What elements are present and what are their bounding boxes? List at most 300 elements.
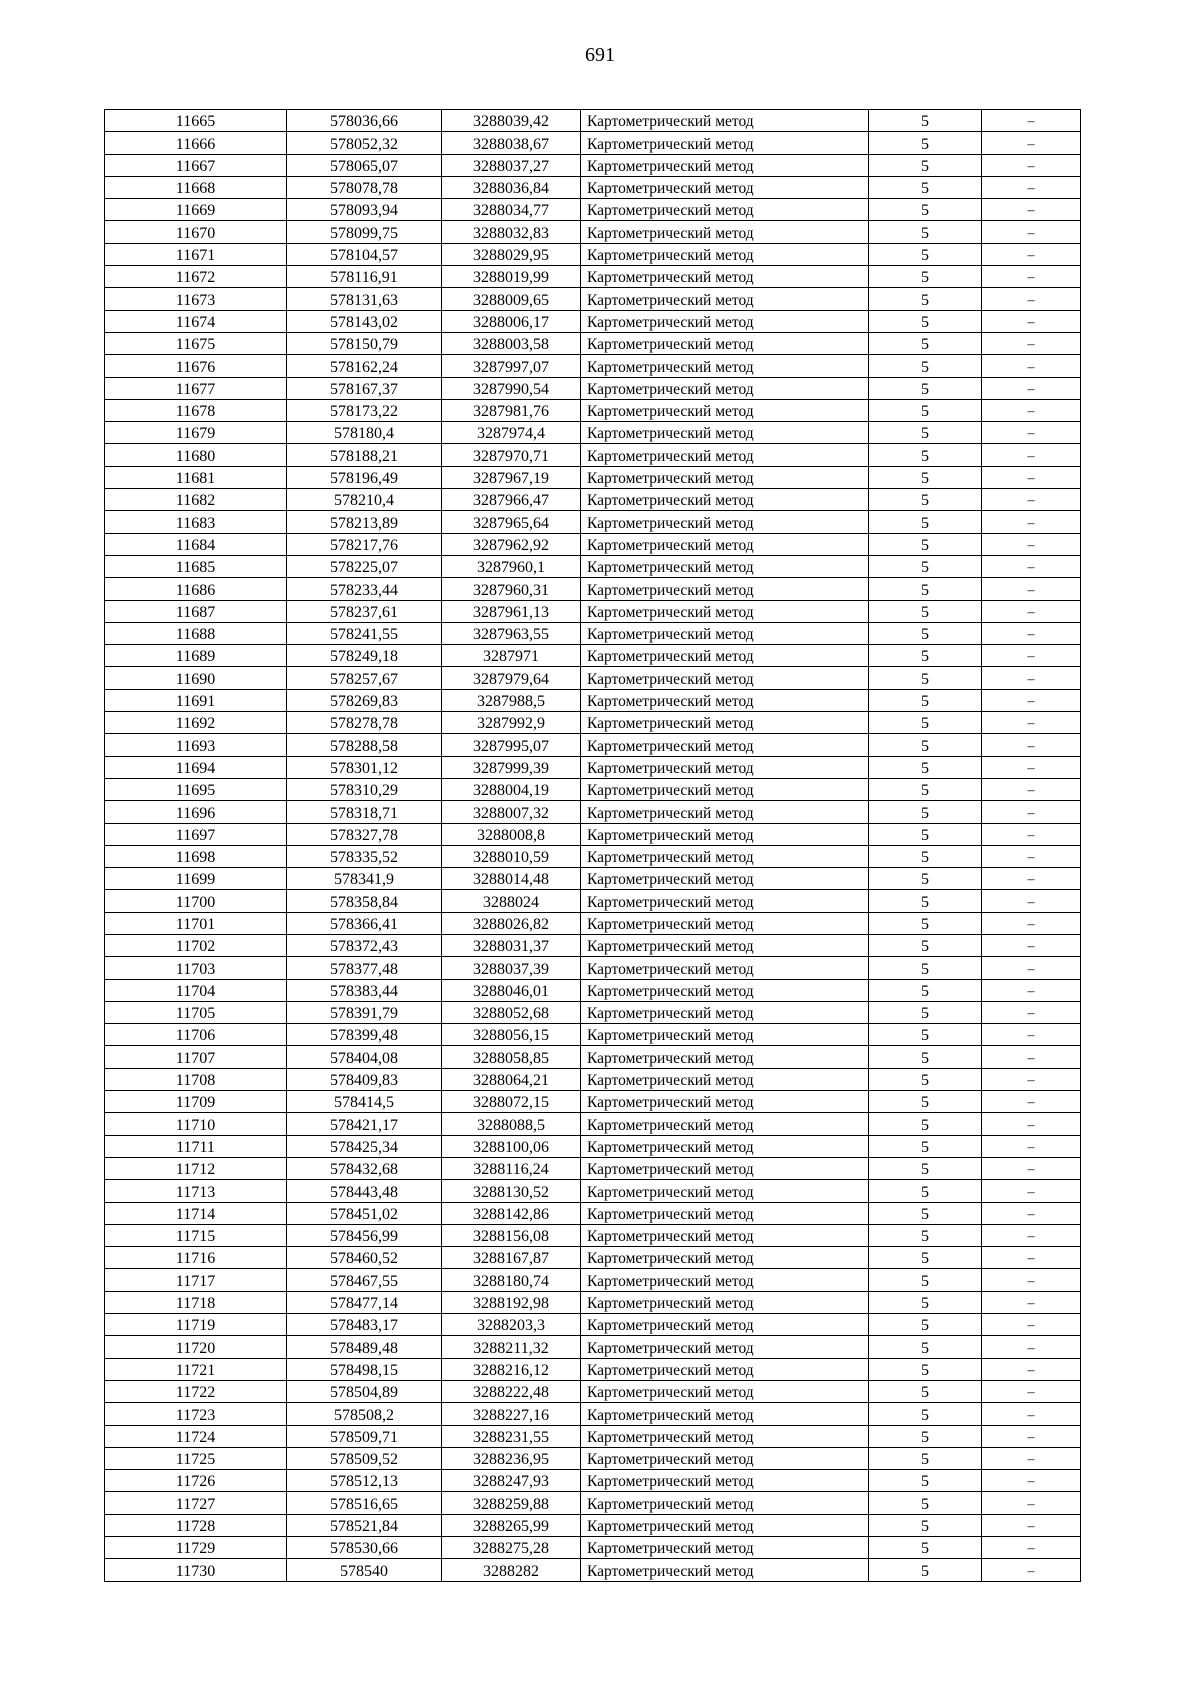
x-coordinate-cell: 578512,13: [287, 1470, 442, 1492]
accuracy-cell: 5: [869, 1380, 982, 1402]
note-cell: –: [982, 823, 1081, 845]
note-cell: –: [982, 555, 1081, 577]
x-coordinate-cell: 578540: [287, 1559, 442, 1581]
y-coordinate-cell: 3288203,3: [442, 1314, 581, 1336]
x-coordinate-cell: 578341,9: [287, 868, 442, 890]
table-row: [105, 1336, 1081, 1358]
x-coordinate-cell: 578489,48: [287, 1336, 442, 1358]
x-coordinate-cell: 578516,65: [287, 1492, 442, 1514]
accuracy-cell: 5: [869, 734, 982, 756]
accuracy-cell: 5: [869, 310, 982, 332]
coordinates-table: [104, 109, 1081, 1582]
x-coordinate-cell: 578432,68: [287, 1157, 442, 1179]
note-cell: –: [982, 355, 1081, 377]
note-cell: –: [982, 778, 1081, 800]
table-row: [105, 555, 1081, 577]
y-coordinate-cell: 3288211,32: [442, 1336, 581, 1358]
accuracy-cell: 5: [869, 466, 982, 488]
x-coordinate-cell: 578358,84: [287, 890, 442, 912]
y-coordinate-cell: 3288039,42: [442, 110, 581, 132]
y-coordinate-cell: 3288167,87: [442, 1247, 581, 1269]
point-number-cell: 11688: [105, 622, 287, 644]
point-number-cell: 11697: [105, 823, 287, 845]
method-cell: Картометрический метод: [581, 1224, 869, 1246]
method-cell: Картометрический метод: [581, 288, 869, 310]
point-number-cell: 11730: [105, 1559, 287, 1581]
accuracy-cell: 5: [869, 1403, 982, 1425]
table-row: [105, 1001, 1081, 1023]
note-cell: –: [982, 868, 1081, 890]
x-coordinate-cell: 578414,5: [287, 1091, 442, 1113]
x-coordinate-cell: 578460,52: [287, 1247, 442, 1269]
table-row: [105, 1358, 1081, 1380]
method-cell: Картометрический метод: [581, 154, 869, 176]
table-row: [105, 1024, 1081, 1046]
note-cell: –: [982, 622, 1081, 644]
note-cell: –: [982, 1559, 1081, 1581]
method-cell: Картометрический метод: [581, 489, 869, 511]
note-cell: –: [982, 466, 1081, 488]
accuracy-cell: 5: [869, 1180, 982, 1202]
method-cell: Картометрический метод: [581, 221, 869, 243]
accuracy-cell: 5: [869, 221, 982, 243]
accuracy-cell: 5: [869, 778, 982, 800]
accuracy-cell: 5: [869, 266, 982, 288]
table-row: [105, 511, 1081, 533]
accuracy-cell: 5: [869, 600, 982, 622]
table-row: [105, 912, 1081, 934]
point-number-cell: 11717: [105, 1269, 287, 1291]
x-coordinate-cell: 578099,75: [287, 221, 442, 243]
point-number-cell: 11711: [105, 1135, 287, 1157]
method-cell: Картометрический метод: [581, 912, 869, 934]
note-cell: –: [982, 444, 1081, 466]
point-number-cell: 11694: [105, 756, 287, 778]
point-number-cell: 11665: [105, 110, 287, 132]
point-number-cell: 11728: [105, 1514, 287, 1536]
table-row: [105, 266, 1081, 288]
page-number: 691: [585, 44, 615, 66]
table-row: [105, 221, 1081, 243]
table-row: [105, 332, 1081, 354]
y-coordinate-cell: 3288052,68: [442, 1001, 581, 1023]
method-cell: Картометрический метод: [581, 823, 869, 845]
point-number-cell: 11696: [105, 801, 287, 823]
y-coordinate-cell: 3288037,39: [442, 957, 581, 979]
y-coordinate-cell: 3288275,28: [442, 1537, 581, 1559]
point-number-cell: 11671: [105, 243, 287, 265]
point-number-cell: 11710: [105, 1113, 287, 1135]
table-row: [105, 578, 1081, 600]
x-coordinate-cell: 578213,89: [287, 511, 442, 533]
point-number-cell: 11709: [105, 1091, 287, 1113]
note-cell: –: [982, 422, 1081, 444]
x-coordinate-cell: 578383,44: [287, 979, 442, 1001]
accuracy-cell: 5: [869, 154, 982, 176]
point-number-cell: 11722: [105, 1380, 287, 1402]
table-row: [105, 1157, 1081, 1179]
point-number-cell: 11698: [105, 845, 287, 867]
y-coordinate-cell: 3288282: [442, 1559, 581, 1581]
coordinates-table-body: [105, 110, 1081, 1582]
note-cell: –: [982, 1447, 1081, 1469]
note-cell: –: [982, 712, 1081, 734]
method-cell: Картометрический метод: [581, 578, 869, 600]
accuracy-cell: 5: [869, 1514, 982, 1536]
x-coordinate-cell: 578467,55: [287, 1269, 442, 1291]
method-cell: Картометрический метод: [581, 1403, 869, 1425]
accuracy-cell: 5: [869, 1470, 982, 1492]
y-coordinate-cell: 3288142,86: [442, 1202, 581, 1224]
note-cell: –: [982, 1358, 1081, 1380]
note-cell: –: [982, 199, 1081, 221]
point-number-cell: 11724: [105, 1425, 287, 1447]
note-cell: –: [982, 1291, 1081, 1313]
accuracy-cell: 5: [869, 1113, 982, 1135]
accuracy-cell: 5: [869, 399, 982, 421]
x-coordinate-cell: 578366,41: [287, 912, 442, 934]
note-cell: –: [982, 1091, 1081, 1113]
accuracy-cell: 5: [869, 1492, 982, 1514]
y-coordinate-cell: 3288014,48: [442, 868, 581, 890]
accuracy-cell: 5: [869, 756, 982, 778]
accuracy-cell: 5: [869, 712, 982, 734]
x-coordinate-cell: 578477,14: [287, 1291, 442, 1313]
point-number-cell: 11670: [105, 221, 287, 243]
accuracy-cell: 5: [869, 355, 982, 377]
method-cell: Картометрический метод: [581, 801, 869, 823]
point-number-cell: 11715: [105, 1224, 287, 1246]
x-coordinate-cell: 578483,17: [287, 1314, 442, 1336]
accuracy-cell: 5: [869, 1358, 982, 1380]
x-coordinate-cell: 578288,58: [287, 734, 442, 756]
accuracy-cell: 5: [869, 332, 982, 354]
y-coordinate-cell: 3287963,55: [442, 622, 581, 644]
point-number-cell: 11700: [105, 890, 287, 912]
table-row: [105, 1470, 1081, 1492]
y-coordinate-cell: 3287997,07: [442, 355, 581, 377]
x-coordinate-cell: 578180,4: [287, 422, 442, 444]
method-cell: Картометрический метод: [581, 1425, 869, 1447]
note-cell: –: [982, 578, 1081, 600]
note-cell: –: [982, 1514, 1081, 1536]
point-number-cell: 11714: [105, 1202, 287, 1224]
point-number-cell: 11712: [105, 1157, 287, 1179]
x-coordinate-cell: 578241,55: [287, 622, 442, 644]
accuracy-cell: 5: [869, 288, 982, 310]
point-number-cell: 11727: [105, 1492, 287, 1514]
table-row: [105, 957, 1081, 979]
point-number-cell: 11672: [105, 266, 287, 288]
note-cell: –: [982, 734, 1081, 756]
x-coordinate-cell: 578498,15: [287, 1358, 442, 1380]
method-cell: Картометрический метод: [581, 1157, 869, 1179]
point-number-cell: 11720: [105, 1336, 287, 1358]
method-cell: Картометрический метод: [581, 1380, 869, 1402]
x-coordinate-cell: 578425,34: [287, 1135, 442, 1157]
point-number-cell: 11705: [105, 1001, 287, 1023]
accuracy-cell: 5: [869, 912, 982, 934]
note-cell: –: [982, 377, 1081, 399]
accuracy-cell: 5: [869, 1247, 982, 1269]
note-cell: –: [982, 1492, 1081, 1514]
method-cell: Картометрический метод: [581, 1514, 869, 1536]
method-cell: Картометрический метод: [581, 778, 869, 800]
method-cell: Картометрический метод: [581, 890, 869, 912]
accuracy-cell: 5: [869, 622, 982, 644]
accuracy-cell: 5: [869, 1425, 982, 1447]
x-coordinate-cell: 578150,79: [287, 332, 442, 354]
method-cell: Картометрический метод: [581, 310, 869, 332]
method-cell: Картометрический метод: [581, 110, 869, 132]
note-cell: –: [982, 979, 1081, 1001]
table-row: [105, 868, 1081, 890]
y-coordinate-cell: 3288116,24: [442, 1157, 581, 1179]
y-coordinate-cell: 3288026,82: [442, 912, 581, 934]
x-coordinate-cell: 578269,83: [287, 689, 442, 711]
x-coordinate-cell: 578196,49: [287, 466, 442, 488]
y-coordinate-cell: 3287967,19: [442, 466, 581, 488]
point-number-cell: 11706: [105, 1024, 287, 1046]
point-number-cell: 11667: [105, 154, 287, 176]
y-coordinate-cell: 3288007,32: [442, 801, 581, 823]
table-row: [105, 1068, 1081, 1090]
y-coordinate-cell: 3287999,39: [442, 756, 581, 778]
accuracy-cell: 5: [869, 823, 982, 845]
y-coordinate-cell: 3288236,95: [442, 1447, 581, 1469]
point-number-cell: 11674: [105, 310, 287, 332]
table-row: [105, 1091, 1081, 1113]
accuracy-cell: 5: [869, 957, 982, 979]
table-row: [105, 1492, 1081, 1514]
note-cell: –: [982, 600, 1081, 622]
point-number-cell: 11707: [105, 1046, 287, 1068]
y-coordinate-cell: 3288058,85: [442, 1046, 581, 1068]
table-row: [105, 154, 1081, 176]
table-row: [105, 489, 1081, 511]
method-cell: Картометрический метод: [581, 1247, 869, 1269]
y-coordinate-cell: 3288180,74: [442, 1269, 581, 1291]
point-number-cell: 11676: [105, 355, 287, 377]
note-cell: –: [982, 801, 1081, 823]
x-coordinate-cell: 578104,57: [287, 243, 442, 265]
point-number-cell: 11695: [105, 778, 287, 800]
x-coordinate-cell: 578162,24: [287, 355, 442, 377]
note-cell: –: [982, 912, 1081, 934]
y-coordinate-cell: 3288009,65: [442, 288, 581, 310]
y-coordinate-cell: 3287988,5: [442, 689, 581, 711]
table-row: [105, 444, 1081, 466]
accuracy-cell: 5: [869, 1091, 982, 1113]
accuracy-cell: 5: [869, 890, 982, 912]
note-cell: –: [982, 1157, 1081, 1179]
note-cell: –: [982, 176, 1081, 198]
point-number-cell: 11716: [105, 1247, 287, 1269]
point-number-cell: 11673: [105, 288, 287, 310]
accuracy-cell: 5: [869, 979, 982, 1001]
method-cell: Картометрический метод: [581, 1091, 869, 1113]
method-cell: Картометрический метод: [581, 555, 869, 577]
table-row: [105, 1113, 1081, 1135]
accuracy-cell: 5: [869, 243, 982, 265]
x-coordinate-cell: 578443,48: [287, 1180, 442, 1202]
table-row: [105, 934, 1081, 956]
x-coordinate-cell: 578036,66: [287, 110, 442, 132]
method-cell: Картометрический метод: [581, 1001, 869, 1023]
table-row: [105, 823, 1081, 845]
x-coordinate-cell: 578456,99: [287, 1224, 442, 1246]
note-cell: –: [982, 154, 1081, 176]
table-row: [105, 600, 1081, 622]
x-coordinate-cell: 578237,61: [287, 600, 442, 622]
point-number-cell: 11704: [105, 979, 287, 1001]
note-cell: –: [982, 1135, 1081, 1157]
method-cell: Картометрический метод: [581, 957, 869, 979]
accuracy-cell: 5: [869, 1068, 982, 1090]
note-cell: –: [982, 243, 1081, 265]
method-cell: Картометрический метод: [581, 355, 869, 377]
note-cell: –: [982, 689, 1081, 711]
table-row: [105, 979, 1081, 1001]
note-cell: –: [982, 1001, 1081, 1023]
y-coordinate-cell: 3288008,8: [442, 823, 581, 845]
y-coordinate-cell: 3287970,71: [442, 444, 581, 466]
point-number-cell: 11729: [105, 1537, 287, 1559]
point-number-cell: 11686: [105, 578, 287, 600]
point-number-cell: 11677: [105, 377, 287, 399]
point-number-cell: 11678: [105, 399, 287, 421]
point-number-cell: 11691: [105, 689, 287, 711]
y-coordinate-cell: 3287971: [442, 645, 581, 667]
x-coordinate-cell: 578225,07: [287, 555, 442, 577]
note-cell: –: [982, 1046, 1081, 1068]
note-cell: –: [982, 1224, 1081, 1246]
accuracy-cell: 5: [869, 689, 982, 711]
method-cell: Картометрический метод: [581, 466, 869, 488]
table-row: [105, 1291, 1081, 1313]
table-row: [105, 1403, 1081, 1425]
y-coordinate-cell: 3288247,93: [442, 1470, 581, 1492]
x-coordinate-cell: 578409,83: [287, 1068, 442, 1090]
method-cell: Картометрический метод: [581, 1336, 869, 1358]
x-coordinate-cell: 578078,78: [287, 176, 442, 198]
accuracy-cell: 5: [869, 533, 982, 555]
y-coordinate-cell: 3287990,54: [442, 377, 581, 399]
y-coordinate-cell: 3288029,95: [442, 243, 581, 265]
table-row: [105, 778, 1081, 800]
y-coordinate-cell: 3288156,08: [442, 1224, 581, 1246]
method-cell: Картометрический метод: [581, 1202, 869, 1224]
note-cell: –: [982, 1380, 1081, 1402]
table-row: [105, 1537, 1081, 1559]
x-coordinate-cell: 578116,91: [287, 266, 442, 288]
y-coordinate-cell: 3287966,47: [442, 489, 581, 511]
note-cell: –: [982, 1068, 1081, 1090]
point-number-cell: 11692: [105, 712, 287, 734]
x-coordinate-cell: 578052,32: [287, 132, 442, 154]
method-cell: Картометрический метод: [581, 1046, 869, 1068]
x-coordinate-cell: 578421,17: [287, 1113, 442, 1135]
y-coordinate-cell: 3287992,9: [442, 712, 581, 734]
table-row: [105, 1046, 1081, 1068]
y-coordinate-cell: 3288072,15: [442, 1091, 581, 1113]
table-row: [105, 243, 1081, 265]
accuracy-cell: 5: [869, 1224, 982, 1246]
y-coordinate-cell: 3288064,21: [442, 1068, 581, 1090]
x-coordinate-cell: 578167,37: [287, 377, 442, 399]
x-coordinate-cell: 578249,18: [287, 645, 442, 667]
table-row: [105, 1314, 1081, 1336]
method-cell: Картометрический метод: [581, 377, 869, 399]
note-cell: –: [982, 1113, 1081, 1135]
note-cell: –: [982, 1314, 1081, 1336]
point-number-cell: 11681: [105, 466, 287, 488]
note-cell: –: [982, 511, 1081, 533]
point-number-cell: 11690: [105, 667, 287, 689]
accuracy-cell: 5: [869, 132, 982, 154]
point-number-cell: 11675: [105, 332, 287, 354]
table-row: [105, 712, 1081, 734]
table-row: [105, 1559, 1081, 1581]
accuracy-cell: 5: [869, 176, 982, 198]
y-coordinate-cell: 3288024: [442, 890, 581, 912]
x-coordinate-cell: 578530,66: [287, 1537, 442, 1559]
accuracy-cell: 5: [869, 422, 982, 444]
accuracy-cell: 5: [869, 1291, 982, 1313]
note-cell: –: [982, 890, 1081, 912]
accuracy-cell: 5: [869, 645, 982, 667]
method-cell: Картометрический метод: [581, 1559, 869, 1581]
point-number-cell: 11687: [105, 600, 287, 622]
x-coordinate-cell: 578327,78: [287, 823, 442, 845]
accuracy-cell: 5: [869, 1336, 982, 1358]
table-row: [105, 399, 1081, 421]
x-coordinate-cell: 578278,78: [287, 712, 442, 734]
y-coordinate-cell: 3287961,13: [442, 600, 581, 622]
point-number-cell: 11723: [105, 1403, 287, 1425]
method-cell: Картометрический метод: [581, 712, 869, 734]
accuracy-cell: 5: [869, 1157, 982, 1179]
method-cell: Картометрический метод: [581, 868, 869, 890]
y-coordinate-cell: 3287981,76: [442, 399, 581, 421]
point-number-cell: 11701: [105, 912, 287, 934]
point-number-cell: 11689: [105, 645, 287, 667]
method-cell: Картометрический метод: [581, 1024, 869, 1046]
y-coordinate-cell: 3288222,48: [442, 1380, 581, 1402]
point-number-cell: 11702: [105, 934, 287, 956]
table-row: [105, 288, 1081, 310]
x-coordinate-cell: 578521,84: [287, 1514, 442, 1536]
method-cell: Картометрический метод: [581, 1492, 869, 1514]
accuracy-cell: 5: [869, 868, 982, 890]
table-row: [105, 466, 1081, 488]
y-coordinate-cell: 3288004,19: [442, 778, 581, 800]
method-cell: Картометрический метод: [581, 266, 869, 288]
point-number-cell: 11679: [105, 422, 287, 444]
method-cell: Картометрический метод: [581, 399, 869, 421]
table-row: [105, 1180, 1081, 1202]
point-number-cell: 11685: [105, 555, 287, 577]
point-number-cell: 11668: [105, 176, 287, 198]
table-row: [105, 689, 1081, 711]
y-coordinate-cell: 3288056,15: [442, 1024, 581, 1046]
method-cell: Картометрический метод: [581, 1113, 869, 1135]
method-cell: Картометрический метод: [581, 332, 869, 354]
y-coordinate-cell: 3288037,27: [442, 154, 581, 176]
table-row: [105, 845, 1081, 867]
method-cell: Картометрический метод: [581, 1291, 869, 1313]
accuracy-cell: 5: [869, 667, 982, 689]
